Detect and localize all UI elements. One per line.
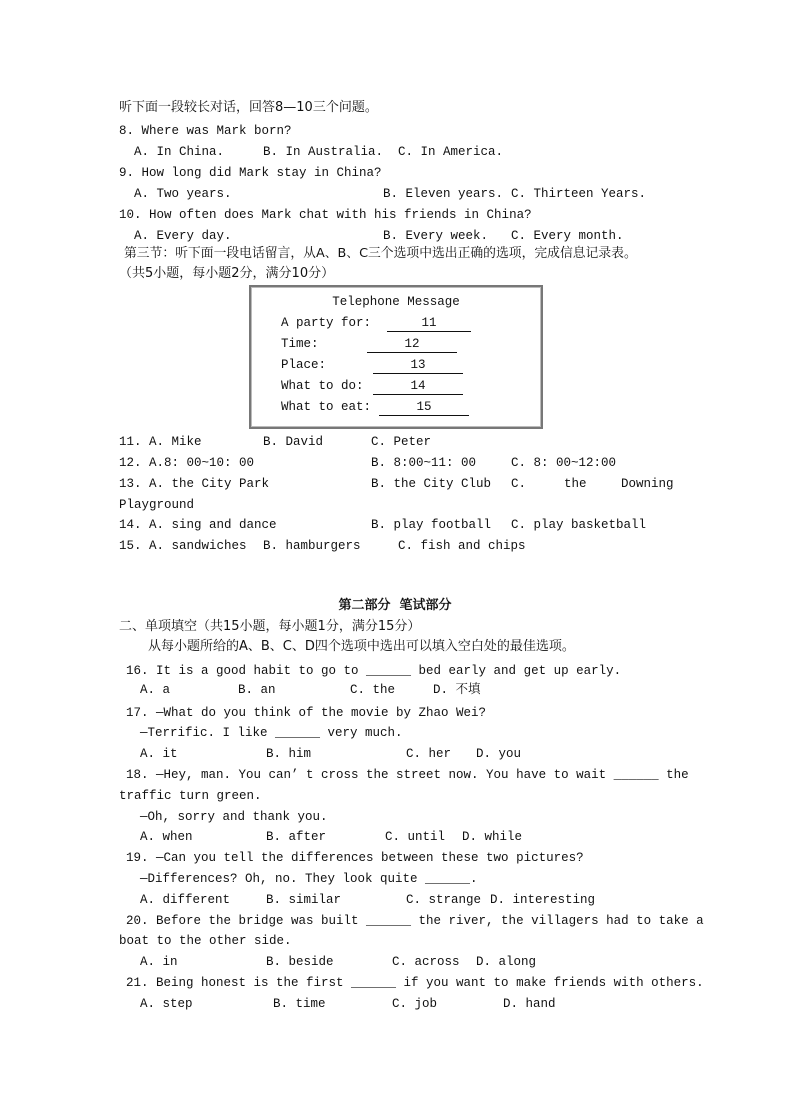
question-12-option-b: B. 8:00~11: 00	[371, 456, 477, 470]
telephone-message-title: Telephone Message	[332, 295, 460, 309]
question-16-option-a: A. a	[140, 683, 171, 697]
question-21-option-a: A. step	[140, 997, 193, 1011]
tm-blank-12: 12	[367, 337, 457, 353]
question-17-option-c: C. her	[406, 747, 452, 761]
question-13-option-c-letter: C.	[511, 477, 527, 491]
tm-label-what-to-eat: What to eat:	[281, 400, 372, 414]
question-21-stem: 21. Being honest is the first ______ if you want to make friends with others.	[126, 976, 704, 990]
question-14-option-b: B. play football	[371, 518, 492, 532]
question-18-option-c: C. until	[385, 830, 446, 844]
question-15-option-a: 15. A. sandwiches	[119, 539, 247, 553]
question-13-option-b: B. the City Club	[371, 477, 492, 491]
question-9-option-c: C. Thirteen Years.	[511, 187, 647, 201]
tm-blank-14: 14	[373, 379, 463, 395]
question-21-option-b: B. time	[273, 997, 326, 1011]
question-10-option-a: A. Every day.	[134, 229, 232, 243]
question-20-stem: 20. Before the bridge was built ______ the river, the villagers had to take a	[126, 914, 704, 928]
section3-instruction: 第三节：听下面一段电话留言，从A、B、C三个选项中选出正确的选项，完成信息记录表。	[124, 246, 637, 261]
question-16-option-d: D. 不填	[433, 683, 481, 697]
question-9-option-a: A. Two years.	[134, 187, 232, 201]
telephone-message-box	[249, 285, 543, 429]
question-17-option-d: D. you	[476, 747, 522, 761]
question-19-option-d: D. interesting	[490, 893, 596, 907]
single-choice-instruction: 从每小题所给的A、B、C、D四个选项中选出可以填入空白处的最佳选项。	[148, 639, 575, 654]
tm-label-party: A party for:	[281, 316, 372, 330]
question-18-reply: —Oh, sorry and thank you.	[140, 810, 328, 824]
question-20-stem-cont: boat to the other side.	[119, 934, 292, 948]
question-8-stem: 8. Where was Mark born?	[119, 124, 292, 138]
question-20-option-d: D. along	[476, 955, 537, 969]
question-13-option-a: 13. A. the City Park	[119, 477, 270, 491]
question-21-option-c: C. job	[392, 997, 438, 1011]
question-10-option-b: B. Every week.	[383, 229, 489, 243]
question-19-reply: —Differences? Oh, no. They look quite ______.	[140, 872, 478, 886]
tm-blank-11: 11	[387, 316, 471, 332]
question-16-stem: 16. It is a good habit to go to ______ bed early and get up early.	[126, 664, 622, 678]
question-9-option-b: B. Eleven years.	[383, 187, 504, 201]
question-18-option-d: D. while	[462, 830, 523, 844]
question-15-option-b: B. hamburgers	[263, 539, 361, 553]
question-8-option-b: B. In Australia.	[263, 145, 384, 159]
question-16-option-b: B. an	[238, 683, 276, 697]
question-18-stem-cont: traffic turn green.	[119, 789, 262, 803]
question-20-option-c: C. across	[392, 955, 460, 969]
question-11-option-a: 11. A. Mike	[119, 435, 202, 449]
tm-label-what-to-do: What to do:	[281, 379, 364, 393]
part2-title: 第二部分 笔试部分	[338, 598, 452, 613]
question-19-stem: 19. —Can you tell the differences between these two pictures?	[126, 851, 584, 865]
question-14-option-a: 14. A. sing and dance	[119, 518, 277, 532]
question-11-option-c: C. Peter	[371, 435, 432, 449]
question-12-option-c: C. 8: 00~12:00	[511, 456, 617, 470]
question-11-option-b: B. David	[263, 435, 324, 449]
question-19-option-c: C. strange	[406, 893, 482, 907]
tm-blank-15: 15	[379, 400, 469, 416]
question-18-option-a: A. when	[140, 830, 193, 844]
question-20-option-a: A. in	[140, 955, 178, 969]
question-12-option-a: 12. A.8: 00~10: 00	[119, 456, 255, 470]
question-17-reply: —Terrific. I like ______ very much.	[140, 726, 403, 740]
single-choice-section-title: 二、单项填空（共15小题，每小题1分，满分15分）	[119, 619, 421, 634]
question-18-stem: 18. —Hey, man. You can’ t cross the street now. You have to wait ______ the	[126, 768, 689, 782]
question-10-stem: 10. How often does Mark chat with his friends in China?	[119, 208, 532, 222]
question-17-option-b: B. him	[266, 747, 312, 761]
question-8-option-a: A. In China.	[134, 145, 225, 159]
question-21-option-d: D. hand	[503, 997, 556, 1011]
question-16-option-c: C. the	[350, 683, 396, 697]
question-9-stem: 9. How long did Mark stay in China?	[119, 166, 382, 180]
question-14-option-c: C. play basketball	[511, 518, 647, 532]
question-20-option-b: B. beside	[266, 955, 334, 969]
question-13-option-c-cont: Playground	[119, 498, 195, 512]
question-19-option-b: B. similar	[266, 893, 342, 907]
tm-label-time: Time:	[281, 337, 319, 351]
section3-score-note: （共5小题，每小题2分，满分10分）	[119, 266, 335, 281]
question-15-option-c: C. fish and chips	[398, 539, 526, 553]
question-13-option-c-word1: the	[564, 477, 587, 491]
question-17-option-a: A. it	[140, 747, 178, 761]
question-18-option-b: B. after	[266, 830, 327, 844]
question-8-option-c: C. In America.	[398, 145, 504, 159]
tm-label-place: Place:	[281, 358, 327, 372]
question-19-option-a: A. different	[140, 893, 231, 907]
tm-blank-13: 13	[373, 358, 463, 374]
question-10-option-c: C. Every month.	[511, 229, 624, 243]
question-13-option-c-word2: Downing	[621, 477, 674, 491]
question-17-stem: 17. —What do you think of the movie by Zhao Wei?	[126, 706, 487, 720]
intro-8-10: 听下面一段较长对话，回答8—10三个问题。	[119, 100, 378, 115]
